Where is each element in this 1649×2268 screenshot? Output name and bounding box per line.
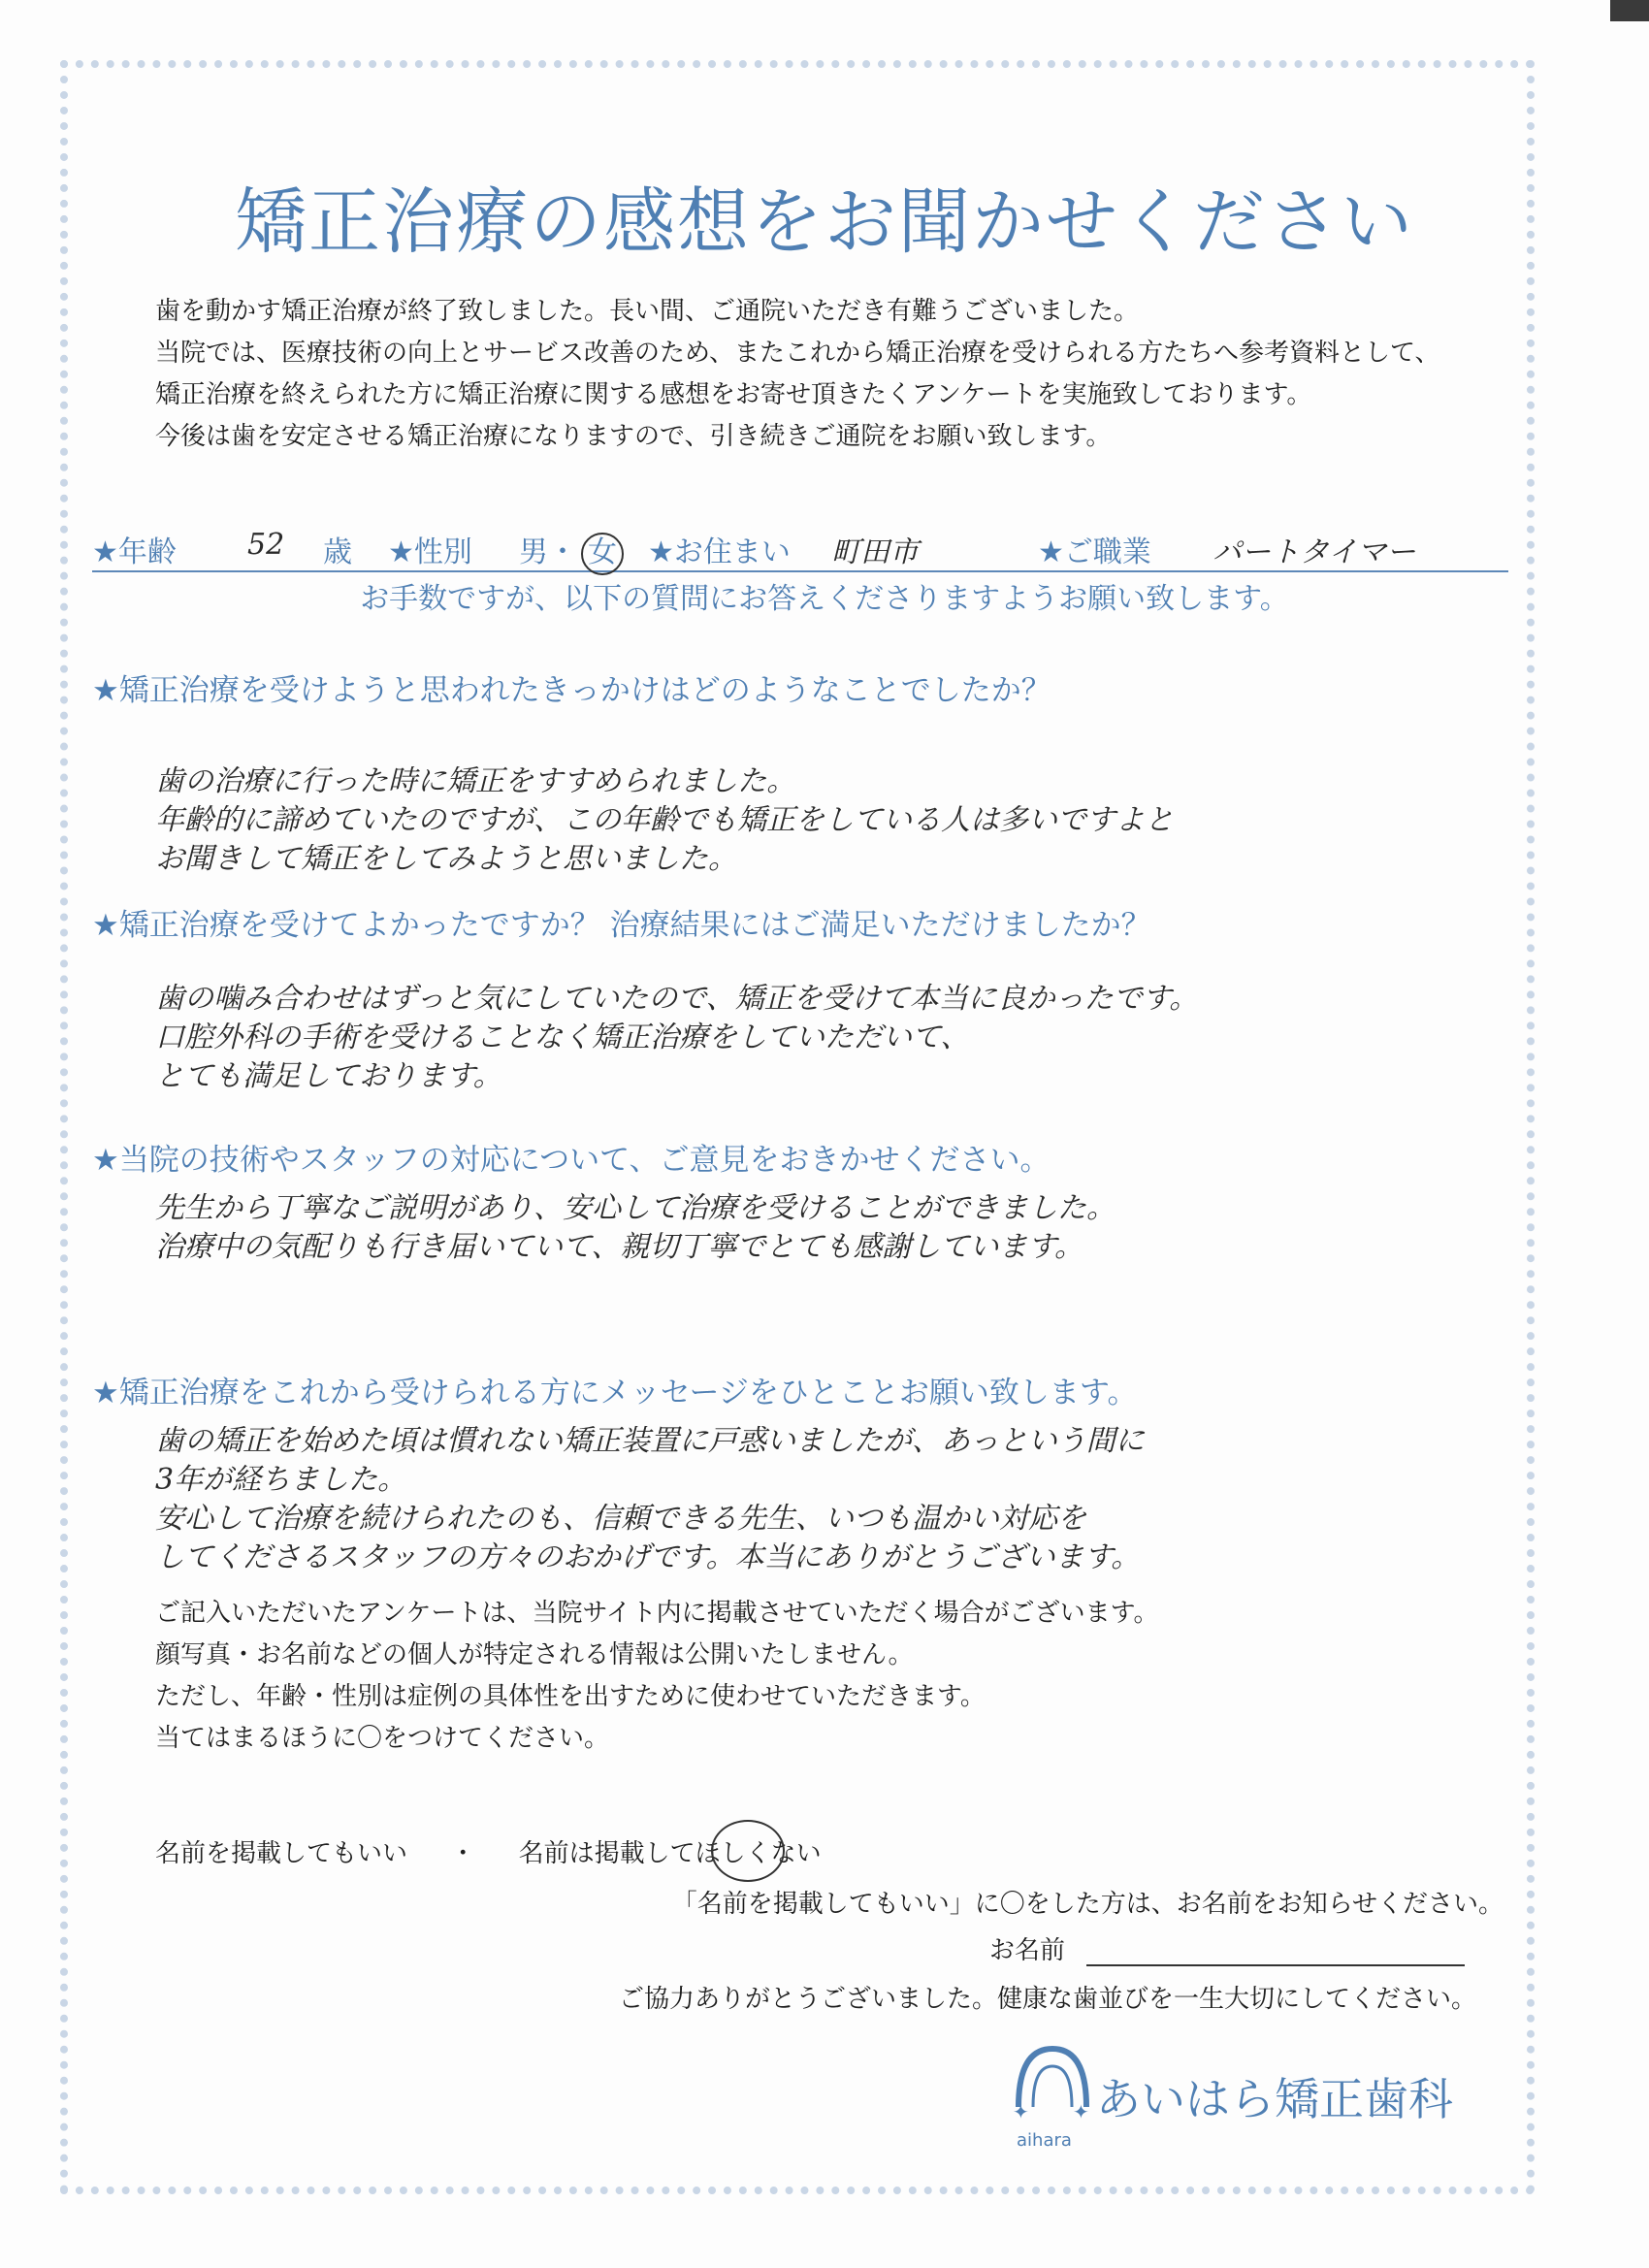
notice-line: ただし、年齢・性別は症例の具体性を出すために使わせていただきます。 bbox=[155, 1682, 986, 1711]
answer-line: 歯の治療に行った時に矯正をすすめられました。 bbox=[155, 764, 796, 798]
answer-line: お聞きして矯正をしてみようと思いました。 bbox=[155, 842, 737, 876]
residence-value[interactable]: 町田市 bbox=[831, 535, 919, 569]
answer-line: 歯の矯正を始めた頃は慣れない矯正装置に戸惑いましたが、あっという間に bbox=[155, 1424, 1145, 1458]
job-label: ★ご職業 bbox=[1038, 535, 1151, 569]
answer-line: してくださるスタッフの方々のおかげです。本当にありがとうございます。 bbox=[155, 1540, 1141, 1574]
answer-4[interactable] bbox=[155, 1422, 1319, 1577]
intro-line: 当院では、医療技術の向上とサービス改善のため、またこれから矯正治療を受けられる方たちへ参考資料として、 bbox=[155, 339, 1440, 368]
gender-options[interactable] bbox=[519, 528, 624, 575]
intro-text bbox=[155, 291, 1513, 458]
answer-line: 先生から丁寧なご説明があり、安心して治療を受けることができました。 bbox=[155, 1191, 1116, 1225]
answer-line: 歯の噛み合わせはずっと気にしていたので、矯正を受けて本当に良かったです。 bbox=[155, 982, 1199, 1016]
answer-1[interactable] bbox=[155, 762, 1319, 879]
gender-separator: ・ bbox=[548, 535, 577, 569]
question-2: ★矯正治療を受けてよかったですか？ 治療結果にはご満足いただけましたか？ bbox=[92, 908, 1151, 943]
job-value[interactable]: パートタイマー bbox=[1212, 535, 1416, 569]
gender-female-circled[interactable]: 女 bbox=[581, 533, 624, 575]
name-note: 「名前を掲載してもいい」に〇をした方は、お名前をお知らせください。 bbox=[671, 1890, 1504, 1919]
request-text: お手数ですが、以下の質問にお答えくださりますようお願い致します。 bbox=[360, 582, 1289, 616]
answer-line: 年齢的に諦めていたのですが、この年齢でも矯正をしている人は多いですよと bbox=[155, 803, 1174, 837]
answer-line: 安心して治療を続けられたのも、信頼できる先生、いつも温かい対応を bbox=[155, 1502, 1086, 1536]
name-field bbox=[989, 1930, 1465, 1966]
answer-line: 治療中の気配りも行き届いていて、親切丁寧でとても感謝しています。 bbox=[155, 1230, 1083, 1264]
answer-3[interactable] bbox=[155, 1189, 1319, 1267]
name-input-line[interactable] bbox=[1086, 1937, 1465, 1966]
gender-label: ★性別 bbox=[388, 535, 472, 569]
answer-line: とても満足しております。 bbox=[155, 1059, 502, 1093]
gender-male[interactable]: 男 bbox=[519, 535, 548, 569]
age-value[interactable]: 52 bbox=[247, 528, 285, 562]
choice-publish-no[interactable]: 名前は掲載してほしくない bbox=[518, 1839, 822, 1868]
clinic-logo bbox=[999, 2037, 1465, 2154]
residence-label: ★お住まい bbox=[648, 535, 791, 569]
profile-row bbox=[92, 524, 1508, 572]
choice-publish-ok[interactable]: 名前を掲載してもいい bbox=[155, 1839, 408, 1868]
scan-edge bbox=[1610, 0, 1649, 21]
clinic-name: あいはら矯正歯科 bbox=[1096, 2073, 1453, 2125]
notice-line: 当てはまるほうに〇をつけてください。 bbox=[155, 1724, 610, 1753]
clinic-subname: aihara bbox=[1017, 2130, 1072, 2151]
notice-text bbox=[155, 1593, 1416, 1760]
closing-text: ご協力ありがとうございました。健康な歯並びを一生大切にしてください。 bbox=[618, 1985, 1476, 2014]
question-4: ★矯正治療をこれから受けられる方にメッセージをひとことお願い致します。 bbox=[92, 1376, 1138, 1410]
age-unit: 歳 bbox=[323, 535, 352, 569]
hand-drawn-circle bbox=[711, 1820, 785, 1882]
intro-line: 歯を動かす矯正治療が終了致しました。長い間、ご通院いただき有難うございました。 bbox=[155, 297, 1140, 326]
answer-2[interactable] bbox=[155, 980, 1319, 1096]
question-1: ★矯正治療を受けようと思われたきっかけはどのようなことでしたか？ bbox=[92, 673, 1051, 708]
notice-line: ご記入いただいたアンケートは、当院サイト内に掲載させていただく場合がございます。 bbox=[155, 1599, 1159, 1628]
intro-line: 今後は歯を安定させる矯正治療になりますので、引き続きご通院をお願い致します。 bbox=[155, 422, 1112, 451]
notice-line: 顔写真・お名前などの個人が特定される情報は公開いたしません。 bbox=[155, 1640, 914, 1669]
page-title: 矯正治療の感想をお聞かせください bbox=[235, 180, 1414, 264]
svg-text:✦: ✦ bbox=[1073, 2100, 1089, 2123]
publish-choice bbox=[155, 1833, 822, 1869]
answer-line: 口腔外科の手術を受けることなく矯正治療をしていただいて、 bbox=[155, 1021, 970, 1054]
svg-text:✦: ✦ bbox=[1013, 2100, 1029, 2123]
age-label: ★年齢 bbox=[92, 535, 177, 569]
choice-separator: ・ bbox=[450, 1839, 476, 1868]
intro-line: 矯正治療を終えられた方に矯正治療に関する感想をお寄せ頂きたくアンケートを実施致しております。 bbox=[155, 380, 1312, 409]
answer-line: 3年が経ちました。 bbox=[155, 1463, 407, 1497]
question-3: ★当院の技術やスタッフの対応について、ご意見をおきかせください。 bbox=[92, 1143, 1051, 1178]
name-label: お名前 bbox=[988, 1936, 1065, 1965]
